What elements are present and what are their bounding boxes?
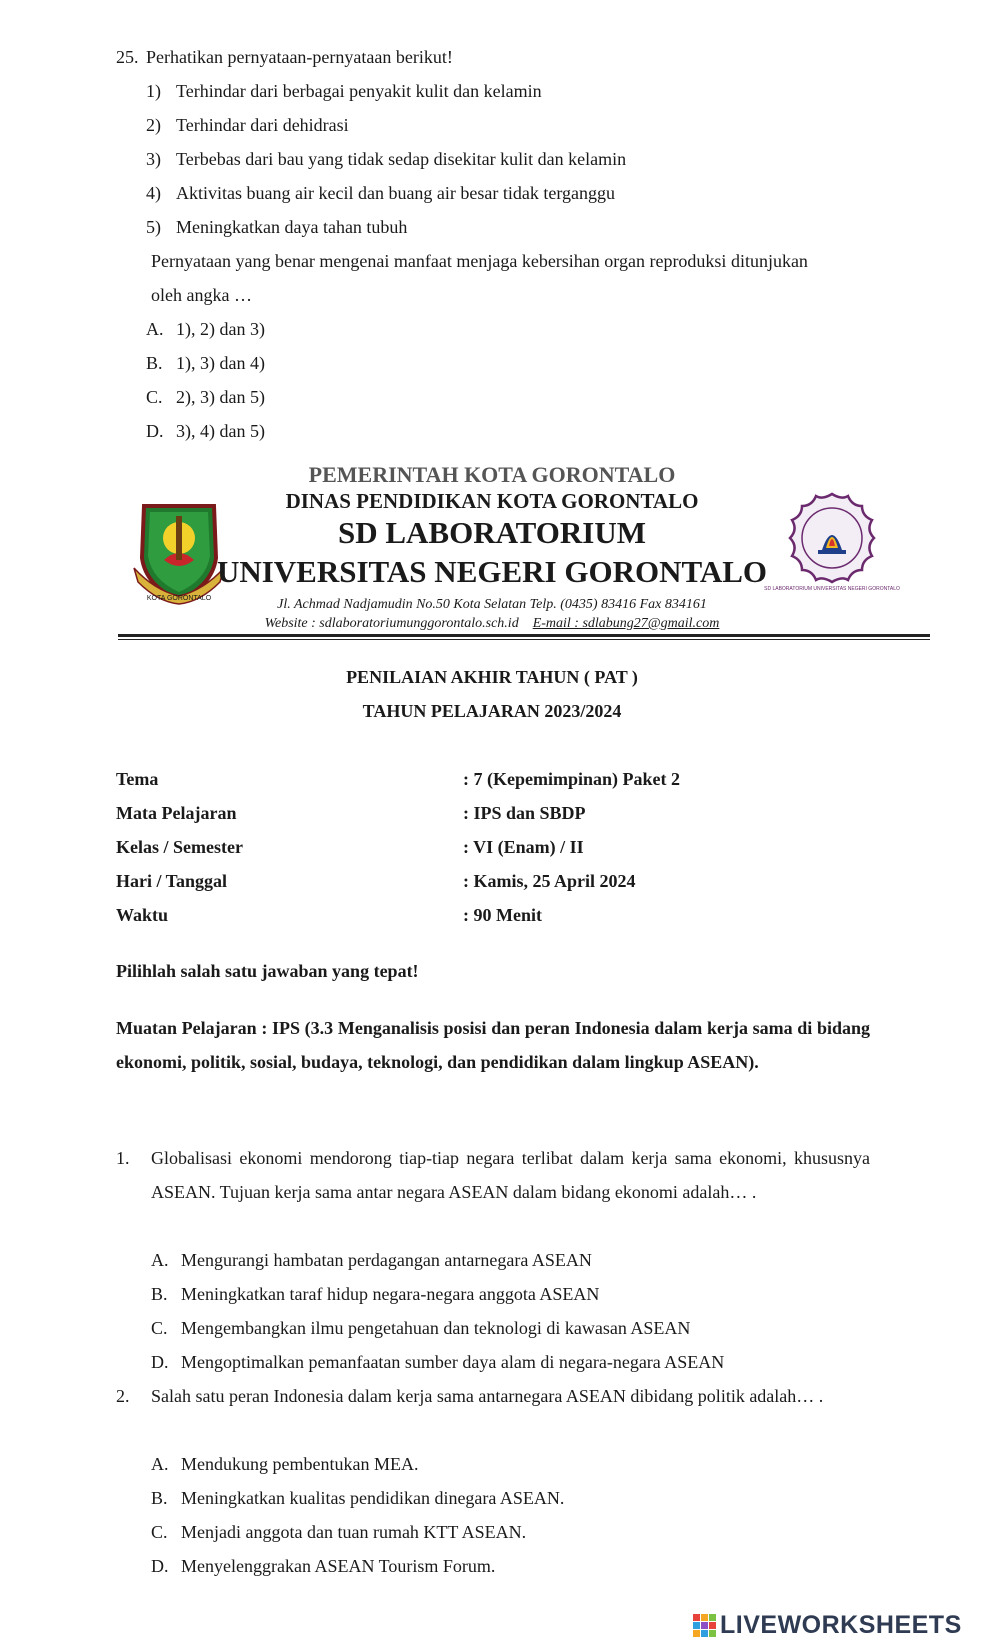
subject-intro: Muatan Pelajaran : IPS (3.3 Menganalisis posisi dan peran Indonesia dalam kerja sama di bidang ekonomi, politik, sosial, budaya, teknologi, dan pendidikan dalam lingkup ASEAN).: [116, 1018, 870, 1072]
exam-title: PENILAIAN AKHIR TAHUN ( PAT ): [346, 667, 638, 687]
q25-statement-2: 2) Terhindar dari dehidrasi: [146, 115, 349, 135]
info-label: Waktu: [116, 905, 169, 925]
liveworksheets-logo-icon: [693, 1614, 716, 1637]
q1-option-c[interactable]: C. Mengembangkan ilmu pengetahuan dan teknologi di kawasan ASEAN: [151, 1318, 691, 1338]
q25-statement-5: 5) Meningkatkan daya tahan tubuh: [146, 217, 408, 237]
question-text: Perhatikan pernyataan-pernyataan berikut!: [146, 47, 453, 67]
website-link[interactable]: Website : sdlaboratoriumunggorontalo.sch.id: [264, 616, 519, 631]
q25-option-d[interactable]: D. 3), 4) dan 5): [146, 421, 265, 441]
q2-option-c[interactable]: C. Menjadi anggota dan tuan rumah KTT ASEAN.: [151, 1522, 527, 1542]
q25-question-line-1: Pernyataan yang benar mengenai manfaat menjaga kebersihan organ reproduksi ditunjukan: [151, 251, 808, 271]
school-heading: SD LABORATORIUM: [337, 515, 647, 550]
government-heading: PEMERINTAH KOTA GORONTALO: [308, 462, 676, 487]
q25-statement-1: 1) Terhindar dari berbagai penyakit kulit dan kelamin: [146, 81, 542, 101]
letterhead-divider-thin: [118, 639, 930, 640]
instruction: Pilihlah salah satu jawaban yang tepat!: [116, 961, 419, 981]
q25-question-line-2: oleh angka …: [151, 285, 252, 305]
q25-option-c[interactable]: C. 2), 3) dan 5): [146, 387, 265, 407]
info-value: : Kamis, 25 April 2024: [463, 871, 636, 891]
q1-option-a[interactable]: A. Mengurangi hambatan perdagangan antarnegara ASEAN: [151, 1250, 592, 1270]
info-value: : VI (Enam) / II: [463, 837, 584, 857]
info-label: Hari / Tanggal: [116, 871, 228, 891]
q2-option-a[interactable]: A. Mendukung pembentukan MEA.: [151, 1454, 419, 1474]
q2-option-d[interactable]: D. Menyelenggrakan ASEAN Tourism Forum.: [151, 1556, 496, 1576]
info-label: Tema: [116, 769, 159, 789]
question-number: 25.: [116, 47, 139, 67]
info-value: : 7 (Kepemimpinan) Paket 2: [463, 769, 680, 789]
q1-option-b[interactable]: B. Meningkatkan taraf hidup negara-negara anggota ASEAN: [151, 1284, 600, 1304]
exam-year: TAHUN PELAJARAN 2023/2024: [362, 701, 622, 721]
email-link[interactable]: E-mail : sdlabung27@gmail.com: [532, 616, 720, 631]
svg-text:KOTA GORONTALO: KOTA GORONTALO: [146, 595, 212, 602]
q25-option-b[interactable]: B. 1), 3) dan 4): [146, 353, 265, 373]
school-address: Jl. Achmad Nadjamudin No.50 Kota Selatan Telp. (0435) 83416 Fax 834161: [277, 597, 707, 612]
q25-option-a[interactable]: A. 1), 2) dan 3): [146, 319, 265, 339]
liveworksheets-brand: LIVEWORKSHEETS: [720, 1610, 962, 1639]
q25-stem: [116, 46, 453, 68]
question-text: Salah satu peran Indonesia dalam kerja sama antarnegara ASEAN dibidang politik adalah… .: [151, 1386, 824, 1406]
info-value: : 90 Menit: [463, 905, 542, 925]
liveworksheets-watermark[interactable]: [693, 1611, 962, 1639]
info-value: : IPS dan SBDP: [463, 803, 586, 823]
info-label: Kelas / Semester: [116, 837, 243, 857]
contact-line: [0, 615, 984, 633]
svg-text:SD LABORATORIUM UNIVERSITAS NE: SD LABORATORIUM UNIVERSITAS NEGERI GORONTALO: [764, 586, 900, 592]
q2-option-b[interactable]: B. Meningkatkan kualitas pendidikan dinegara ASEAN.: [151, 1488, 565, 1508]
university-heading: UNIVERSITAS NEGERI GORONTALO: [216, 554, 768, 589]
department-heading: DINAS PENDIDIKAN KOTA GORONTALO: [285, 489, 699, 513]
q25-statement-3: 3) Terbebas dari bau yang tidak sedap disekitar kulit dan kelamin: [146, 149, 627, 169]
question-number: 2.: [116, 1386, 130, 1406]
q1-option-d[interactable]: D. Mengoptimalkan pemanfaatan sumber daya alam di negara-negara ASEAN: [151, 1352, 725, 1372]
letterhead-divider: [118, 634, 930, 637]
info-label: Mata Pelajaran: [116, 803, 237, 823]
question-number: 1.: [116, 1148, 130, 1168]
q25-statement-4: 4) Aktivitas buang air kecil dan buang air besar tidak terganggu: [146, 183, 616, 203]
question-text: Globalisasi ekonomi mendorong tiap-tiap negara terlibat dalam kerja sama ekonomi, khususnya ASEAN. Tujuan kerja sama antar negara ASEAN dalam bidang ekonomi adalah… .: [151, 1148, 870, 1202]
